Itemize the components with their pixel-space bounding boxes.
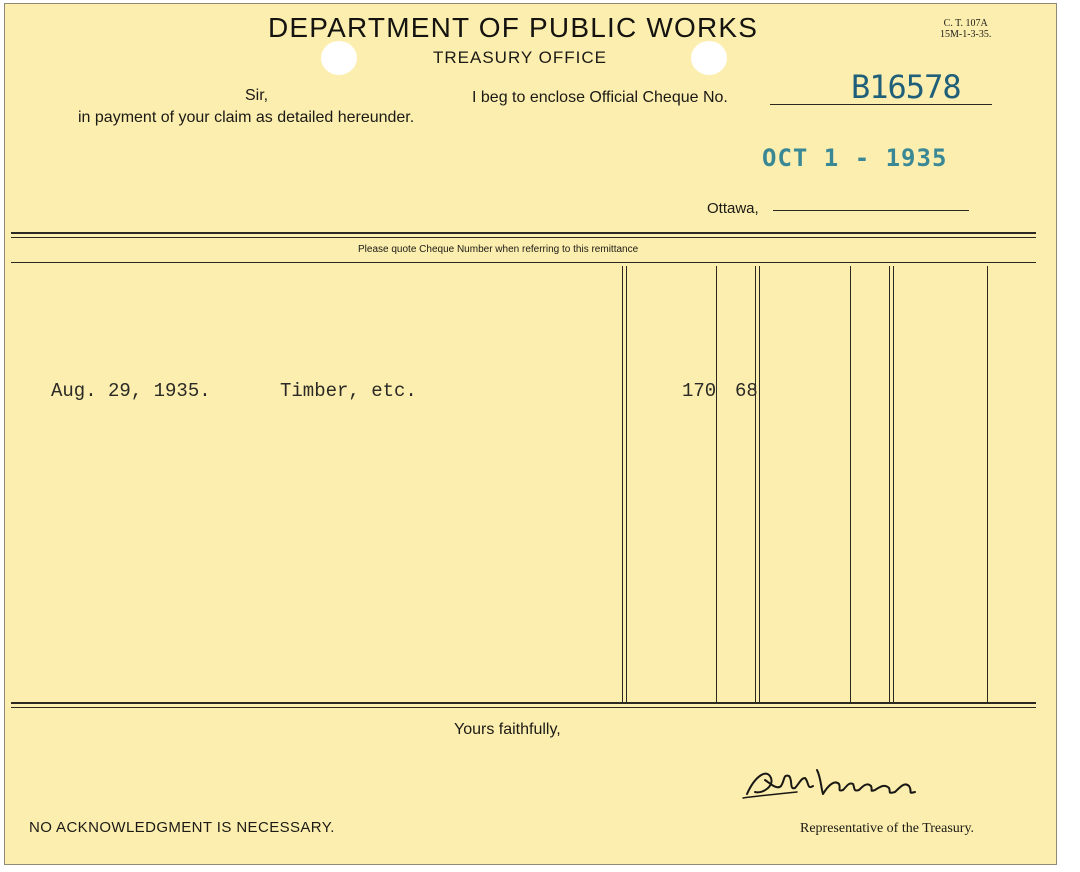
- table-top-rule: [11, 232, 1036, 234]
- form-code: [940, 18, 991, 40]
- entry-date: Aug. 29, 1935.: [51, 380, 211, 402]
- column-rule: [759, 266, 760, 702]
- form-code-line-1: C. T. 107A: [943, 18, 988, 29]
- entry-description: Timber, etc.: [280, 380, 417, 402]
- closing: Yours faithfully,: [454, 721, 561, 738]
- column-rule: [987, 266, 988, 702]
- punch-hole-left: [321, 41, 357, 75]
- column-rule: [626, 266, 627, 702]
- date-rule: [773, 210, 969, 211]
- table-bottom-rule: [11, 702, 1036, 704]
- column-rule: [893, 266, 894, 702]
- table-top-rule-thin: [11, 237, 1036, 238]
- remittance-form: [4, 3, 1057, 865]
- signature: [737, 756, 957, 806]
- office-subtitle: TREASURY OFFICE: [433, 48, 608, 67]
- column-rule: [716, 266, 717, 702]
- entry-amount-cents: 68: [735, 380, 758, 402]
- payment-text: in payment of your claim as detailed hereunder.: [78, 109, 415, 126]
- place-label: Ottawa,: [707, 200, 759, 217]
- representative-label: Representative of the Treasury.: [800, 821, 975, 836]
- entry-amount-dollars: 170: [682, 380, 717, 402]
- enclose-text: I beg to enclose Official Cheque No.: [472, 89, 728, 106]
- column-rule: [850, 266, 851, 702]
- column-rule: [755, 266, 756, 702]
- remittance-notice: Please quote Cheque Number when referring to this remittance: [358, 244, 639, 255]
- table-header-rule: [11, 262, 1036, 263]
- punch-hole-right: [691, 41, 727, 75]
- column-rule: [622, 266, 623, 702]
- department-title: DEPARTMENT OF PUBLIC WORKS: [268, 12, 759, 43]
- table-bottom-rule-thin: [11, 707, 1036, 708]
- acknowledgment-note: NO ACKNOWLEDGMENT IS NECESSARY.: [29, 819, 335, 836]
- cheque-number: B16578: [851, 68, 961, 106]
- form-code-line-2: 15M-1-3-35.: [940, 29, 992, 40]
- date-stamp: OCT 1 - 1935: [762, 144, 948, 172]
- column-rule: [889, 266, 890, 702]
- salutation: Sir,: [245, 87, 269, 104]
